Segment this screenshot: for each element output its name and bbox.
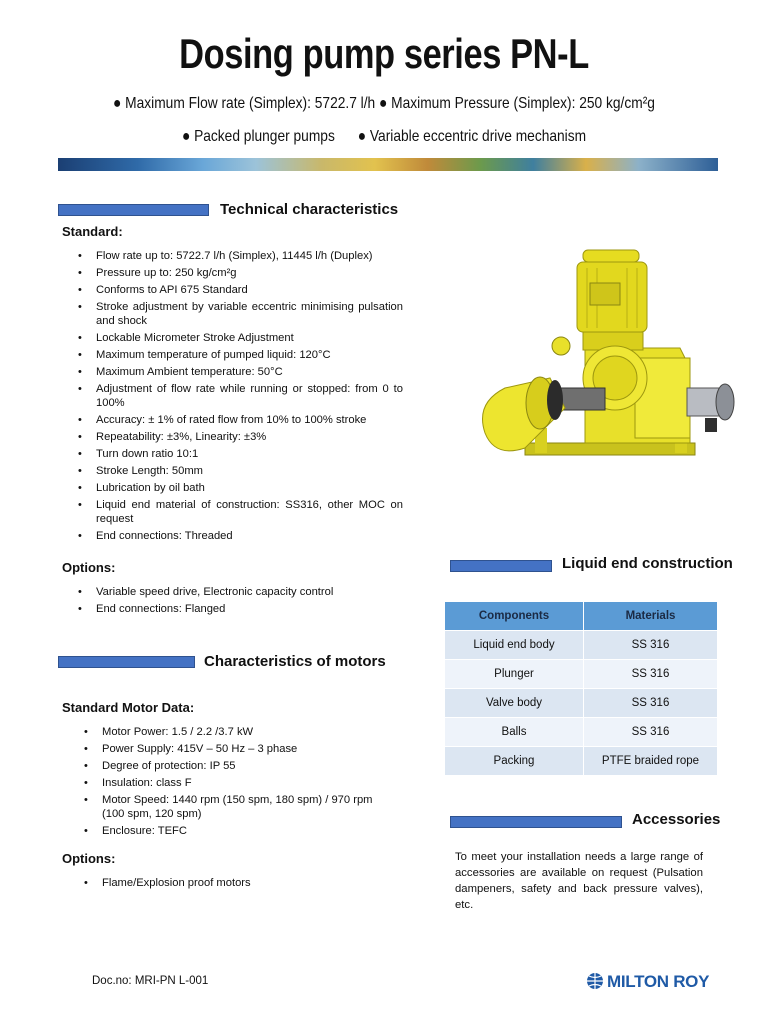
motor-data-label: Standard Motor Data: [62, 700, 195, 715]
company-logo [586, 972, 709, 995]
table-cell: SS 316 [584, 660, 718, 689]
section-bar-technical [58, 204, 209, 216]
list-item: • Power Supply: 415V – 50 Hz – 3 phase [60, 742, 380, 756]
motor-list [60, 725, 380, 841]
list-item: • Insulation: class F [60, 776, 380, 790]
motor-options-label: Options: [62, 851, 116, 866]
list-item: • Variable speed drive, Electronic capacity control [60, 585, 403, 599]
list-item: • Adjustment of flow rate while running or stopped: from 0 to 100% [60, 382, 403, 410]
subtitle-line-1: ● Maximum Flow rate (Simplex): 5722.7 l/h ● Maximum Pressure (Simplex): 250 kg/cm²g [113, 95, 655, 112]
materials-table [444, 601, 718, 776]
pump-image [465, 228, 745, 498]
table-row [445, 660, 718, 689]
table-cell: SS 316 [584, 631, 718, 660]
section-bar-motors [58, 656, 195, 668]
logo-text: MILTON ROY [607, 972, 710, 991]
list-item: • Lubrication by oil bath [60, 481, 403, 495]
document-number: Doc.no: MRI-PN L-001 [92, 975, 209, 987]
page-title: Dosing pump series PN-L [179, 30, 589, 77]
list-item: • Stroke Length: 50mm [60, 464, 403, 478]
list-item: • Liquid end material of construction: SS316, other MOC on request [60, 498, 403, 526]
table-cell: Valve body [445, 689, 584, 718]
motors-heading: Characteristics of motors [204, 653, 386, 670]
list-item: • Stroke adjustment by variable eccentric minimising pulsation and shock [60, 300, 403, 328]
table-cell: Packing [445, 747, 584, 776]
table-cell: SS 316 [584, 689, 718, 718]
table-row [445, 631, 718, 660]
section-bar-liquid-end [450, 560, 552, 572]
standard-label: Standard: [62, 224, 123, 239]
globe-icon [586, 972, 604, 995]
list-item: • Repeatability: ±3%, Linearity: ±3% [60, 430, 403, 444]
liquid-end-heading: Liquid end construction [562, 555, 733, 572]
column-header-materials: Materials [584, 602, 718, 631]
list-item: • End connections: Flanged [60, 602, 403, 616]
list-item: • Accuracy: ± 1% of rated flow from 10% to 100% stroke [60, 413, 403, 427]
list-item: • Flame/Explosion proof motors [60, 876, 380, 890]
motor-options-list [60, 876, 380, 893]
options-label: Options: [62, 560, 116, 575]
header-banner [58, 158, 718, 171]
table-cell: PTFE braided rope [584, 747, 718, 776]
list-item: • Maximum temperature of pumped liquid: 120°C [60, 348, 403, 362]
list-item: • Enclosure: TEFC [60, 824, 380, 838]
list-item: • Pressure up to: 250 kg/cm²g [60, 266, 403, 280]
list-item: • Conforms to API 675 Standard [60, 283, 403, 297]
table-header-row [445, 602, 718, 631]
table-cell: SS 316 [584, 718, 718, 747]
list-item: • Flow rate up to: 5722.7 l/h (Simplex), 11445 l/h (Duplex) [60, 249, 403, 263]
table-row [445, 689, 718, 718]
table-row [445, 747, 718, 776]
list-item: • End connections: Threaded [60, 529, 403, 543]
list-item: • Turn down ratio 10:1 [60, 447, 403, 461]
accessories-heading: Accessories [632, 811, 721, 828]
list-item: • Lockable Micrometer Stroke Adjustment [60, 331, 403, 345]
table-cell: Balls [445, 718, 584, 747]
technical-list [60, 249, 403, 546]
list-item: • Motor Speed: 1440 rpm (150 spm, 180 spm) / 970 rpm (100 spm, 120 spm) [60, 793, 380, 821]
table-row [445, 718, 718, 747]
technical-heading: Technical characteristics [220, 201, 399, 218]
column-header-components: Components [445, 602, 584, 631]
pump-illustration [465, 228, 745, 498]
accessories-text: To meet your installation needs a large range of accessories are available on request (Pulsation dampeners, safety and back pressure valves), etc. [455, 851, 703, 911]
section-bar-accessories [450, 816, 622, 828]
options-list [60, 585, 403, 619]
subtitle-line-2: ● Packed plunger pumps ● Variable eccentric drive mechanism [181, 128, 587, 145]
list-item: • Degree of protection: IP 55 [60, 759, 380, 773]
list-item: • Maximum Ambient temperature: 50°C [60, 365, 403, 379]
list-item: • Motor Power: 1.5 / 2.2 /3.7 kW [60, 725, 380, 739]
table-cell: Liquid end body [445, 631, 584, 660]
table-cell: Plunger [445, 660, 584, 689]
